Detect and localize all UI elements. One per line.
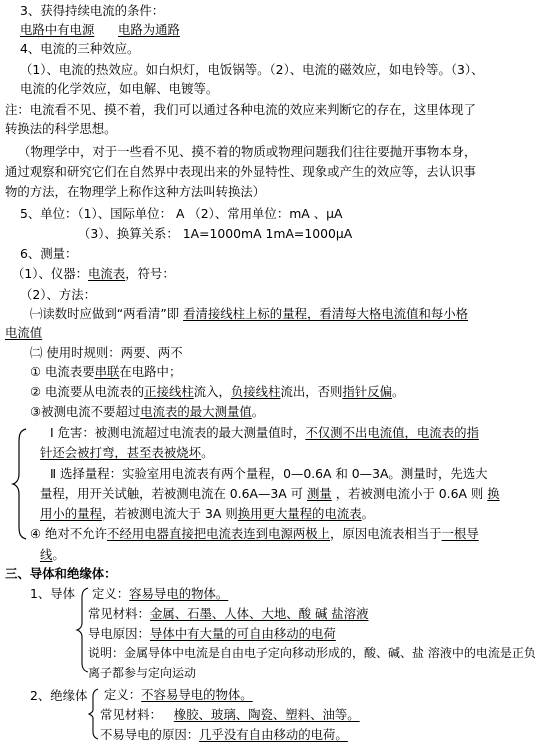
select-small-range: 用小的量程	[40, 506, 102, 521]
rule-1-post: 在电路中；	[119, 364, 182, 379]
i-mat-text: 橡胶、玻璃、陶瓷、塑料、油等。	[173, 707, 360, 722]
select-measure: 测量	[307, 486, 332, 501]
read-rule-detail: 看清接线柱上标的量程，看清每大格电流值和每小格	[183, 306, 469, 321]
condition-power-source: 电路中有电源	[20, 22, 95, 37]
read-rule-line1	[30, 305, 468, 322]
rule-4-pre: ④ 绝对不允许	[30, 526, 107, 541]
rule-3-key: 电流表的最大测量值	[140, 404, 252, 419]
rule-2-mid: 流入，	[193, 384, 231, 399]
s4-line1: （1）、电流的热效应。如白炽灯，电饭锅等。（2）、电流的磁效应，如电铃等。（3）、	[20, 62, 484, 77]
rule-2-end: 。	[391, 384, 405, 399]
s3-conditions	[20, 21, 180, 38]
rule-3-pre: ③被测电流不要超过	[30, 404, 141, 419]
s4-line2: 电流的化学效应，如电解、电镀等。	[20, 81, 219, 96]
insulator-definition	[104, 686, 253, 703]
s3-title: 3、获得持续电流的条件：	[20, 3, 165, 18]
rule-2-pre: ② 电流要从电流表的	[30, 384, 145, 399]
physics-line1: （物理学中，对于一些看不见、摸不着的物质或物理问题我们往往要抛开事物本身，	[18, 144, 477, 159]
select-pre: 量程，用开关试触，若被测电流在 0.6A—3A 可	[40, 486, 307, 501]
s6-method: （2）、方法：	[20, 287, 97, 302]
select-end: 。	[361, 506, 375, 521]
rule-2-key3: 指针反偏	[342, 384, 392, 399]
read-rule-line2	[5, 324, 42, 341]
select-larger-meter: 换用更大量程的电流表	[237, 506, 362, 521]
c-mat-text: 金属、石墨、人体、大地、酸 碱 盐溶液	[149, 606, 369, 621]
insulator-reason	[100, 726, 348, 743]
select-line2	[40, 485, 500, 502]
select-switch: 换	[487, 486, 500, 501]
conductor-note1: 说明：金属导体中电流是自由电子定向移动形成的，酸、碱、盐 溶液中的电流是正负	[88, 646, 536, 660]
rule-2-mid2: 流出，否则	[280, 384, 343, 399]
insulator-materials	[100, 706, 360, 723]
read-rule-prefix: ㈠读数时应做到“两看清”即	[30, 306, 184, 321]
c-def-label: 定义：	[92, 586, 130, 601]
danger-pre: Ⅰ 危害：被测电流超过电流表的最大测量值时，	[50, 425, 306, 440]
conductor-materials	[88, 605, 368, 622]
i-def-label: 定义：	[104, 687, 142, 702]
usage-rules-title: ㈡ 使用时规则：两要、两不	[30, 345, 183, 360]
note-line2: 转换法的科学思想。	[5, 121, 117, 136]
insulator-brace-icon	[88, 688, 100, 740]
rule-1-key: 串联	[94, 364, 120, 379]
danger-detail: 不仅测不出电流值，电流表的指	[305, 425, 479, 440]
rule-2-key1: 正接线柱	[144, 384, 194, 399]
conductor-reason	[88, 625, 336, 642]
rule-4-line2	[40, 546, 65, 563]
instrument-name: 电流表	[88, 266, 126, 281]
select-mid: ，若被测电流小于 0.6A 则	[331, 486, 488, 501]
danger-line1	[50, 424, 479, 441]
rule-4-end: 。	[52, 547, 65, 562]
s5-line1: 5、单位：（1）、国际单位： A （2）、常用单位：mA 、μA	[20, 206, 343, 221]
s4-title: 4、电流的三种效应。	[20, 41, 140, 56]
rule-4-key2: 一根导	[441, 526, 479, 541]
danger-end: 。	[201, 445, 214, 460]
danger-line2	[40, 444, 213, 461]
i-def-text: 不容易导电的物体。	[141, 687, 253, 702]
danger-detail-cont: 针还会被打弯，甚至表被烧坏	[40, 445, 202, 460]
i-reason-text: 几乎没有自由移动的电荷。	[199, 727, 348, 742]
s5-line2: （3）、换算关系： 1A=1000mA 1mA=1000μA	[78, 226, 353, 241]
select-mid2: ，若被测电流大于 3A 则	[101, 506, 238, 521]
rule-2	[30, 383, 404, 400]
rule-4-key: 不经用电器直接把电流表连到电源两极上	[107, 526, 331, 541]
condition-closed-circuit: 电路为通路	[117, 22, 180, 37]
note-line1: 注：电流看不见、摸不着，我们可以通过各种电流的效应来判断它的存在，这里体现了	[5, 102, 476, 117]
rule-3-end: 。	[251, 404, 265, 419]
rule-4-line1	[30, 525, 479, 542]
physics-line3: 物的方法，在物理学上称作这种方法叫转换法）	[5, 184, 266, 199]
rule-3	[30, 403, 264, 420]
rule-1-pre: ① 电流表要	[30, 364, 95, 379]
i-reason-label: 不易导电的原因：	[100, 727, 200, 742]
c-mat-label: 常见材料：	[88, 606, 150, 621]
conductor-label: 1、导体	[30, 586, 76, 601]
insulator-label: 2、绝缘体	[30, 688, 88, 703]
select-line1: Ⅱ 选择量程：实验室用电流表有两个量程，0—0.6A 和 0—3A。测量时，先选大	[50, 466, 488, 481]
s6-title: 6、测量：	[20, 246, 78, 261]
rule-2-key2: 负接线柱	[230, 384, 281, 399]
c-reason-label: 导电原因：	[88, 626, 150, 641]
conductor-definition	[92, 585, 228, 602]
conductor-note2: 离子都参与定向运动	[88, 666, 197, 680]
i-mat-label: 常见材料：	[100, 707, 162, 722]
rule-1	[30, 363, 181, 380]
s6-instrument	[12, 265, 175, 282]
select-line3	[40, 505, 374, 522]
physics-line2: 通过观察和研究它们在自然界中表现出来的外显特性、现象或产生的效应等，去认识事	[5, 164, 476, 179]
read-rule-detail-cont: 电流值	[5, 325, 43, 340]
left-brace-icon	[12, 428, 28, 540]
instrument-label: （1）、仪器：	[12, 266, 89, 281]
symbol-label: ，符号：	[125, 266, 175, 281]
c-reason-text: 导体中有大量的可自由移动的电荷	[149, 626, 336, 641]
c-def-text: 容易导电的物体。	[129, 586, 229, 601]
rule-4-mid: ，原因电流表相当于	[330, 526, 442, 541]
sec3-title: 三、导体和绝缘体：	[5, 566, 117, 581]
rule-4-key3: 线	[40, 547, 53, 562]
